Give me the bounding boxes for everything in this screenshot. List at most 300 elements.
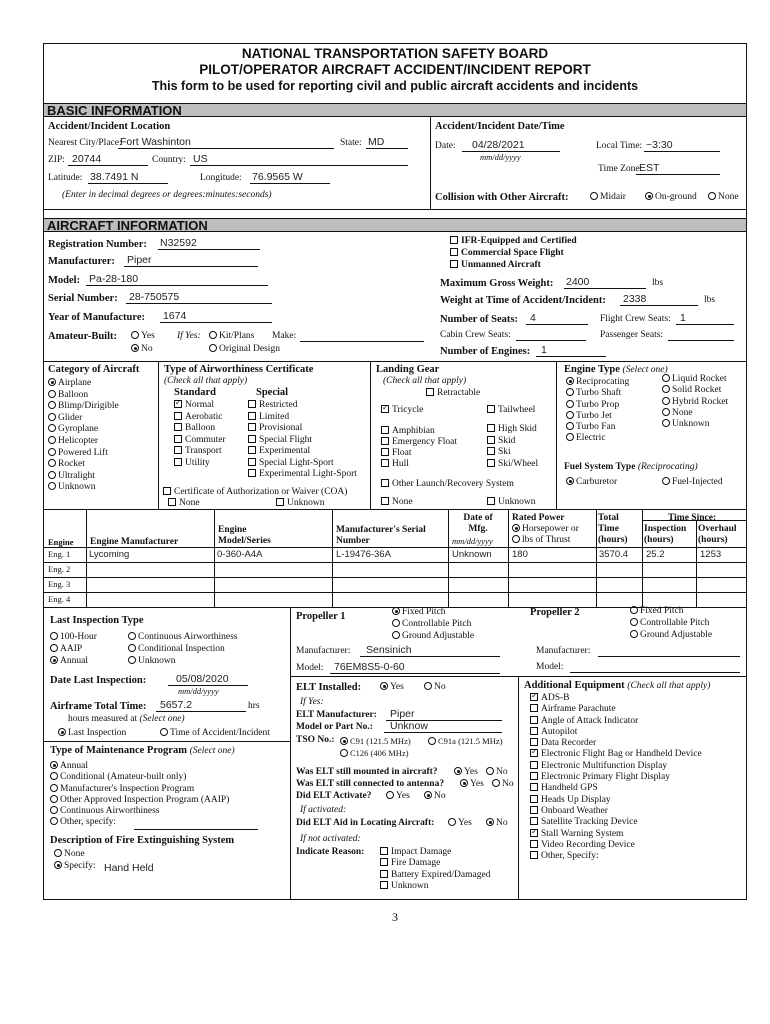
standard-label: Aerobatic	[185, 411, 223, 422]
gear-tricycle[interactable]: ✓Tricycle	[381, 405, 423, 415]
maintenance-item[interactable]	[50, 817, 229, 828]
state-label: State:	[340, 138, 362, 148]
category-item[interactable]	[48, 471, 119, 483]
standard-item[interactable]	[174, 458, 226, 470]
elt-activate-yes[interactable]: Yes	[386, 791, 410, 801]
equipment-item[interactable]	[530, 840, 702, 851]
collision-on-ground[interactable]: On-ground	[645, 192, 697, 202]
radio-icon	[566, 400, 574, 408]
radio-icon	[48, 436, 56, 444]
checkbox-icon	[174, 446, 182, 454]
date-label: Date:	[435, 141, 456, 151]
equipment-label: Other, Specify:	[541, 851, 599, 862]
tso-label: TSO No.:	[296, 735, 335, 745]
elt-connected-yes[interactable]: Yes	[460, 779, 484, 789]
standard-label: Balloon	[185, 423, 216, 433]
seats-field[interactable]: 4	[530, 312, 536, 324]
insp-aaip[interactable]: AAIP	[50, 644, 82, 654]
latitude-field[interactable]: 38.7491 N	[90, 171, 139, 183]
propeller-2-heading: Propeller 2	[530, 607, 580, 618]
maintenance-item[interactable]	[50, 784, 229, 795]
category-item[interactable]	[48, 459, 119, 471]
radio-selected-icon	[50, 761, 58, 769]
horsepower-option[interactable]: Horsepower or	[512, 524, 579, 534]
elt-connected-no[interactable]: No	[492, 779, 514, 789]
equipment-item[interactable]	[530, 761, 702, 772]
radio-icon	[48, 482, 56, 490]
weight-at-accident-field[interactable]: 2338	[623, 293, 647, 305]
engine-type-item[interactable]	[566, 422, 629, 433]
equipment-label: Electronic Primary Flight Display	[541, 772, 671, 783]
measured-last-inspection[interactable]: Last Inspection	[58, 728, 126, 738]
category-item[interactable]	[48, 378, 119, 390]
equipment-label: Onboard Weather	[541, 805, 608, 816]
state-field[interactable]: MD	[368, 136, 385, 148]
elt-installed-yes[interactable]: Yes	[380, 682, 404, 692]
special-label: Experimental Light-Sport	[259, 469, 357, 479]
checkbox-icon	[248, 469, 256, 477]
engine-type-label: Reciprocating	[576, 377, 630, 387]
elt-manufacturer-label: ELT Manufacturer:	[296, 710, 377, 720]
checkbox-icon	[530, 840, 538, 848]
rated-power-col-header: Rated Power	[512, 513, 565, 523]
equipment-item[interactable]	[530, 749, 702, 760]
engine-type-item[interactable]	[566, 377, 629, 388]
engine-cell-serial[interactable]: L-19476-36A	[336, 549, 391, 560]
engine-type-item[interactable]	[566, 411, 629, 422]
registration-label: Registration Number:	[48, 239, 147, 250]
commercial-space-checkbox[interactable]: Commercial Space Flight	[450, 248, 564, 258]
radio-selected-icon	[566, 477, 574, 485]
checkbox-icon	[248, 458, 256, 466]
special-label: Provisional	[259, 423, 303, 433]
checkbox-icon	[248, 400, 256, 408]
tso-c91[interactable]: C91 (121.5 MHz)	[340, 736, 411, 746]
radio-selected-icon	[512, 524, 520, 532]
checkbox-icon	[380, 858, 388, 866]
zip-field[interactable]: 20744	[72, 153, 102, 165]
additional-equipment-list	[530, 693, 702, 862]
equipment-item[interactable]	[530, 806, 702, 817]
radio-icon	[128, 632, 136, 640]
original-design-option[interactable]: Original Design	[209, 344, 280, 354]
timezone-field[interactable]: EST	[639, 162, 660, 174]
engine-cell-model[interactable]: 0-360-A4A	[217, 549, 263, 560]
coa-none[interactable]: None	[168, 498, 200, 508]
gear-skid[interactable]: Skid	[487, 436, 515, 446]
category-item[interactable]	[48, 413, 119, 425]
radio-selected-icon	[380, 682, 388, 690]
prop1-manufacturer-label: Manufacturer:	[296, 646, 351, 656]
checkbox-icon	[248, 446, 256, 454]
engine-cell-eng: Eng. 3	[48, 579, 71, 589]
special-item[interactable]	[248, 458, 357, 470]
radio-icon	[48, 401, 56, 409]
special-item[interactable]	[248, 412, 357, 424]
cabin-crew-seats-label: Cabin Crew Seats:	[440, 330, 511, 340]
if-yes-label: If Yes:	[177, 331, 201, 341]
engine-type-item[interactable]	[566, 388, 629, 399]
prop1-model-field[interactable]: 76EM8S5-0-60	[334, 661, 405, 673]
engine-type-item[interactable]	[662, 408, 728, 419]
equipment-item[interactable]	[530, 716, 702, 727]
radio-icon	[48, 424, 56, 432]
time-since-header: Time Since:	[668, 513, 717, 523]
gear-other-launch[interactable]: Other Launch/Recovery System	[381, 479, 514, 489]
engine-cell-tt[interactable]: 3570.4	[599, 549, 629, 560]
inspection-col-header: Inspection (hours)	[644, 524, 687, 545]
elt-reason-item[interactable]	[380, 870, 490, 881]
checkbox-icon	[487, 497, 495, 505]
special-label: Special Light-Sport	[259, 457, 334, 468]
gear-ski[interactable]: Ski	[487, 447, 511, 457]
special-label: Experimental	[259, 446, 311, 456]
equipment-label: Stall Warning System	[541, 828, 624, 839]
elt-mounted-no[interactable]: No	[486, 767, 508, 777]
maintenance-item[interactable]	[50, 761, 229, 772]
standard-item[interactable]	[174, 412, 226, 424]
elt-mounted-yes[interactable]: Yes	[454, 767, 478, 777]
radio-icon	[48, 471, 56, 479]
equipment-label: Heads Up Display	[541, 794, 611, 805]
radio-icon	[662, 385, 670, 393]
engine-type-label: Unknown	[672, 419, 710, 430]
registration-field[interactable]: N32592	[160, 237, 197, 249]
maintenance-label: Other Approved Inspection Program (AAIP)	[60, 794, 230, 805]
propeller-1-heading: Propeller 1	[296, 611, 346, 622]
manufacturer-label: Manufacturer:	[48, 256, 115, 267]
equipment-item[interactable]	[530, 772, 702, 783]
category-item[interactable]	[48, 482, 119, 494]
amateur-no[interactable]: No	[131, 344, 153, 354]
prop2-ground-adjustable[interactable]: Ground Adjustable	[630, 630, 712, 640]
engine-cell-date[interactable]: Unknown	[452, 549, 492, 560]
equipment-item[interactable]	[530, 795, 702, 806]
lbs-label-2: lbs	[704, 295, 716, 305]
radio-icon	[662, 419, 670, 427]
radio-selected-icon	[58, 728, 66, 736]
maintenance-label: Annual	[60, 761, 88, 771]
engine-type-item[interactable]	[662, 419, 728, 430]
engine-type-item[interactable]	[662, 374, 728, 385]
checkbox-icon	[276, 498, 284, 506]
category-label: Balloon	[58, 389, 89, 400]
elt-manufacturer-field[interactable]: Piper	[390, 708, 415, 720]
engine-type-item[interactable]	[662, 397, 728, 408]
engine-type-item[interactable]	[566, 433, 629, 444]
engine-cell-eng: Eng. 1	[48, 549, 71, 559]
insp-conditional[interactable]: Conditional Inspection	[128, 644, 225, 654]
maintenance-label: Other, specify:	[60, 817, 117, 828]
maintenance-item[interactable]	[50, 795, 229, 806]
checkbox-icon	[530, 772, 538, 780]
radio-icon	[48, 459, 56, 467]
overhaul-col-header: Overhaul (hours)	[698, 524, 737, 545]
kit-plans-option[interactable]: Kit/Plans	[209, 331, 254, 341]
max-gross-weight-field[interactable]: 2400	[566, 276, 590, 288]
prop1-fixed-pitch[interactable]: Fixed Pitch	[392, 607, 446, 617]
weight-at-accident-label: Weight at Time of Accident/Incident:	[440, 295, 606, 306]
radio-icon	[662, 397, 670, 405]
maintenance-item[interactable]	[50, 772, 229, 783]
checkbox-icon	[487, 459, 495, 467]
standard-item[interactable]	[174, 423, 226, 435]
standard-item[interactable]	[174, 400, 226, 412]
engine-type-heading: Engine Type (Select one)	[564, 364, 668, 375]
standard-item[interactable]	[174, 446, 226, 458]
elt-aid-no[interactable]: No	[486, 818, 508, 828]
manufacturer-field[interactable]: Piper	[127, 254, 152, 266]
standard-label: Transport	[185, 446, 222, 456]
radio-icon	[492, 779, 500, 787]
standard-label: Commuter	[185, 434, 226, 445]
measured-time-of-accident[interactable]: Time of Accident/Incident	[160, 728, 270, 738]
engine-cell-mfr[interactable]: Lycoming	[89, 549, 130, 560]
coa-unknown[interactable]: Unknown	[276, 498, 324, 508]
special-label: Restricted	[259, 400, 298, 410]
city-field[interactable]: Fort Washinton	[120, 136, 191, 148]
elt-installed-label: ELT Installed:	[296, 682, 362, 693]
category-item[interactable]	[48, 448, 119, 460]
model-field[interactable]: Pa-28-180	[89, 273, 139, 285]
checkbox-icon	[380, 847, 388, 855]
radio-icon	[50, 817, 58, 825]
radio-icon	[486, 767, 494, 775]
elt-if-not-activated: If not activated:	[300, 834, 361, 844]
prop2-fixed-pitch[interactable]: Fixed Pitch	[630, 606, 684, 616]
radio-icon	[630, 606, 638, 614]
special-heading: Special	[256, 387, 289, 398]
category-item[interactable]	[48, 436, 119, 448]
insp-continuous[interactable]: Continuous Airworthiness	[128, 632, 238, 642]
radio-selected-icon	[131, 344, 139, 352]
gear-hull[interactable]: Hull	[381, 459, 409, 469]
checkbox-icon	[163, 487, 171, 495]
checkbox-icon	[530, 806, 538, 814]
special-item[interactable]	[248, 435, 357, 447]
engine-cell-power[interactable]: 180	[512, 549, 528, 560]
thrust-option[interactable]: lbs of Thrust	[512, 535, 570, 545]
special-label: Limited	[259, 411, 290, 422]
equipment-label: Satellite Tracking Device	[541, 817, 638, 828]
radio-selected-icon	[54, 861, 62, 869]
radio-icon	[48, 390, 56, 398]
inspection-type-heading: Last Inspection Type	[50, 615, 144, 626]
radio-icon	[50, 795, 58, 803]
special-item[interactable]	[248, 423, 357, 435]
fire-specify-field[interactable]: Hand Held	[104, 862, 154, 874]
gear-retractable[interactable]: Retractable	[426, 388, 480, 398]
engine-model-col-header: Engine Model/Series	[218, 525, 271, 546]
elt-model-field[interactable]: Unknow	[390, 720, 428, 732]
equipment-item[interactable]	[530, 851, 702, 862]
gear-float[interactable]: Float	[381, 448, 412, 458]
passenger-seats-label: Passenger Seats:	[600, 330, 664, 340]
tso-c126[interactable]: C126 (406 MHz)	[340, 748, 409, 758]
elt-installed-no[interactable]: No	[424, 682, 446, 692]
airworthiness-heading: Type of Airworthiness Certificate	[164, 364, 314, 375]
special-list	[248, 400, 357, 481]
standard-heading: Standard	[174, 387, 217, 398]
category-label: Unknown	[58, 482, 96, 493]
maintenance-program-heading: Type of Maintenance Program (Select one)	[50, 745, 235, 756]
elt-reason-label: Unknown	[391, 881, 429, 892]
radio-icon	[54, 849, 62, 857]
equipment-item[interactable]	[530, 829, 702, 840]
category-heading: Category of Aircraft	[48, 364, 140, 375]
serial-field[interactable]: 28-750575	[129, 291, 180, 303]
radio-selected-icon	[566, 377, 574, 385]
engine-cell-eng: Eng. 2	[48, 564, 71, 574]
prop1-controllable-pitch[interactable]: Controllable Pitch	[392, 619, 471, 629]
equipment-item[interactable]	[530, 704, 702, 715]
insp-unknown[interactable]: Unknown	[128, 656, 175, 666]
city-label: Nearest City/Place:	[48, 138, 122, 148]
maintenance-label: Manufacturer's Inspection Program	[60, 783, 195, 794]
fire-none[interactable]: None	[54, 849, 85, 859]
equipment-label: Autopilot	[541, 726, 578, 737]
gear-amphibian[interactable]: Amphibian	[381, 426, 435, 436]
engine-cell-oh[interactable]: 1253	[700, 549, 722, 560]
elt-reason-item[interactable]	[380, 881, 490, 892]
fire-specify[interactable]: Specify:	[54, 861, 96, 871]
flight-crew-seats-field[interactable]: 1	[680, 312, 686, 324]
model-label: Model:	[48, 275, 81, 286]
gear-unknown[interactable]: Unknown	[487, 497, 535, 507]
equipment-label: Handheld GPS	[541, 783, 598, 794]
additional-equipment-heading: Additional Equipment (Check all that apply)	[524, 680, 711, 691]
gear-tailwheel[interactable]: Tailwheel	[487, 405, 535, 415]
equipment-item[interactable]	[530, 693, 702, 704]
time-label: Local Time:	[596, 141, 643, 151]
gear-emergency-float[interactable]: Emergency Float	[381, 437, 457, 447]
checkbox-icon	[248, 435, 256, 443]
unmanned-checkbox[interactable]: Unmanned Aircraft	[450, 260, 541, 270]
elt-reason-item[interactable]	[380, 847, 490, 858]
equipment-item[interactable]	[530, 727, 702, 738]
radio-selected-icon	[460, 779, 468, 787]
last-inspection-date-label: Date Last Inspection:	[50, 675, 147, 686]
year-field[interactable]: 1674	[163, 310, 187, 322]
radio-icon	[50, 784, 58, 792]
category-item[interactable]	[48, 401, 119, 413]
gear-ski-wheel[interactable]: Ski/Wheel	[487, 459, 538, 469]
date-mfg-hint: mm/dd/yyyy	[452, 536, 493, 546]
max-gross-weight-label: Maximum Gross Weight:	[440, 278, 554, 289]
country-field[interactable]: US	[193, 153, 208, 165]
collision-midair[interactable]: Midair	[590, 192, 626, 202]
radio-icon	[48, 448, 56, 456]
elt-aid-yes[interactable]: Yes	[448, 818, 472, 828]
gear-none[interactable]: None	[381, 497, 413, 507]
longitude-label: Longitude:	[200, 173, 242, 183]
gear-high-skid[interactable]: High Skid	[487, 424, 537, 434]
date-hint: mm/dd/yyyy	[480, 152, 521, 162]
engines-field[interactable]: 1	[541, 344, 547, 356]
equipment-label: ADS-B	[541, 693, 570, 703]
radio-selected-icon	[645, 192, 653, 200]
checkbox-icon	[530, 704, 538, 712]
radio-icon	[48, 413, 56, 421]
engine-type-label: Electric	[576, 433, 606, 444]
accident-date-field[interactable]: 04/28/2021	[472, 139, 525, 151]
checkbox-checked-icon	[381, 405, 389, 413]
equipment-item[interactable]	[530, 783, 702, 794]
radio-icon	[566, 411, 574, 419]
engine-type-item[interactable]	[662, 385, 728, 396]
equipment-label: Electronic Flight Bag or Handheld Device	[541, 749, 702, 760]
radio-icon	[428, 737, 436, 745]
radio-icon	[128, 656, 136, 664]
fuel-injected[interactable]: Fuel-Injected	[662, 477, 723, 487]
special-item[interactable]	[248, 446, 357, 458]
radio-icon	[50, 806, 58, 814]
airframe-total-time-field[interactable]: 5657.2	[160, 699, 193, 711]
checkbox-icon	[487, 436, 495, 444]
lbs-label: lbs	[652, 278, 664, 288]
category-label: Gyroplane	[58, 424, 99, 435]
radio-icon	[512, 535, 520, 543]
amateur-yes[interactable]: Yes	[131, 331, 155, 341]
checkbox-icon	[450, 248, 458, 256]
equipment-item[interactable]	[530, 738, 702, 749]
elt-activate-no[interactable]: No	[424, 791, 446, 801]
checkbox-icon	[530, 817, 538, 825]
elt-reason-item[interactable]	[380, 858, 490, 869]
elt-reason-list	[380, 847, 490, 893]
special-item[interactable]	[248, 469, 357, 481]
maintenance-item[interactable]	[50, 806, 229, 817]
equipment-label: Data Recorder	[541, 738, 597, 749]
equipment-item[interactable]	[530, 817, 702, 828]
radio-icon	[662, 374, 670, 382]
engine-cell-insp[interactable]: 25.2	[646, 549, 665, 560]
equipment-label: Angle of Attack Indicator	[541, 715, 639, 726]
coa-checkbox[interactable]: Certificate of Authorization or Waiver (COA)	[163, 487, 347, 497]
radio-icon	[566, 422, 574, 430]
radio-selected-icon	[486, 818, 494, 826]
checkbox-icon	[381, 459, 389, 467]
special-item[interactable]	[248, 400, 357, 412]
engine-type-item[interactable]	[566, 400, 629, 411]
maintenance-label: Continuous Airworthiness	[60, 806, 160, 817]
last-inspection-date-field[interactable]: 05/08/2020	[176, 673, 229, 685]
insp-annual[interactable]: Annual	[50, 656, 88, 666]
checkbox-icon	[381, 448, 389, 456]
elt-reason-label: Indicate Reason:	[296, 847, 365, 857]
longitude-field[interactable]: 76.9565 W	[252, 171, 303, 183]
maintenance-program-list	[50, 761, 229, 829]
category-item[interactable]	[48, 424, 119, 436]
prop1-ground-adjustable[interactable]: Ground Adjustable	[392, 631, 474, 641]
prop1-manufacturer-field[interactable]: Sensinich	[366, 644, 412, 656]
date-mfg-col-header: Date of Mfg.	[463, 513, 493, 534]
insp-100-hour[interactable]: 100-Hour	[50, 632, 97, 642]
engine-cell-eng: Eng. 4	[48, 594, 71, 604]
prop2-controllable-pitch[interactable]: Controllable Pitch	[630, 618, 709, 628]
tso-c91a[interactable]: C91a (121.5 MHz)	[428, 736, 502, 746]
category-item[interactable]	[48, 390, 119, 402]
seats-label: Number of Seats:	[440, 314, 518, 325]
local-time-field[interactable]: ~3:30	[646, 139, 673, 151]
engine-mfr-col-header: Engine Manufacturer	[90, 537, 179, 547]
checkbox-selected-icon	[530, 749, 538, 757]
collision-none[interactable]: None	[708, 192, 739, 202]
standard-item[interactable]	[174, 435, 226, 447]
fuel-carburetor[interactable]: Carburetor	[566, 477, 617, 487]
engine-type-list-1	[566, 377, 629, 445]
ifr-checkbox[interactable]: IFR-Equipped and Certified	[450, 236, 577, 246]
